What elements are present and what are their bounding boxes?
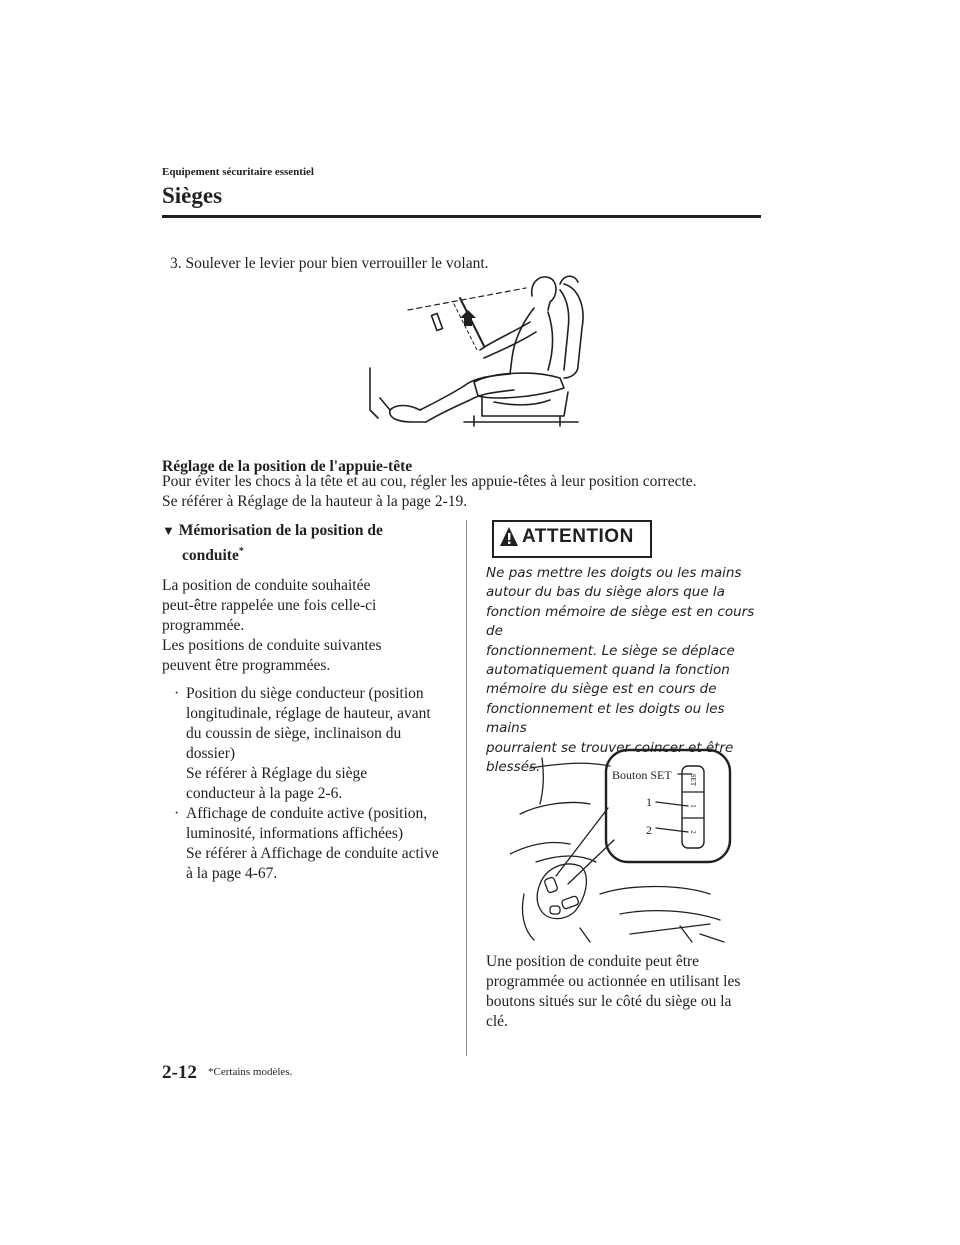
bullet-item: · Position du siège conducteur (position longitudinale, réglage de hauteur, avant du coussin de siège, inclinaison du dossier) Se référer à Réglage du siège conducteur à la page 2-6. [174,684,452,804]
bullet-text: du coussin de siège, inclinaison du [186,725,402,743]
warning-line: pourraient se trouver coincer et être [486,739,734,756]
intro-line: Les positions de conduite suivantes [162,637,382,655]
warning-line: mémoire du siège est en cours de [486,681,717,698]
bullet-text: longitudinale, réglage de hauteur, avant [186,705,431,723]
warning-triangle-icon [499,525,519,549]
bullet-text: Affichage de conduite active (position, [186,805,428,823]
headrest-heading: Réglage de la position de l'appuie-tête [162,458,413,475]
paragraph-line: boutons situés sur le côté du siège ou la [486,993,732,1010]
memory-intro [162,576,452,676]
section-label: Equipement sécuritaire essentiel [162,166,314,178]
button-1-label: 1 [646,795,652,809]
page-number: 2-12 [162,1062,197,1083]
warning-line: Ne pas mettre les doigts ou les mains [486,565,742,581]
headrest-text-line-1: Pour éviter les chocs à la tête et au cou, régler les appuie-têtes à leur position correcte. [162,473,697,490]
memory-heading-line-2: conduite [182,547,239,565]
intro-line: La position de conduite souhaitée [162,577,371,595]
bullet-text: Position du siège conducteur (position [186,685,424,703]
warning-line: autour du bas du siège alors que la [486,584,725,601]
warning-line: blessés. [486,759,541,776]
button-1-glyph: 1 [689,804,697,808]
header-rule [162,215,761,218]
paragraph-line: clé. [486,1013,508,1030]
column-divider [466,520,467,1056]
bullet-text: dossier) [186,745,236,763]
bullet-item: · Affichage de conduite active (position, luminosité, informations affichées) Se référer à Affichage de conduite active à la page 4-67. [174,804,452,884]
seat-memory-buttons-illustration [510,744,736,944]
triangle-down-icon: ▼ [162,523,175,538]
set-button-label: Bouton SET [612,768,672,782]
bullet-text: Se référer à Affichage de conduite active [186,845,439,863]
footnote: *Certains modèles. [208,1066,293,1078]
memory-section [162,520,452,884]
bullet-text: à la page 4-67. [186,865,278,883]
intro-line: programmée. [162,617,245,635]
bullet-text: conducteur à la page 2-6. [186,785,343,803]
bullet-text: luminosité, informations affichées) [186,825,404,843]
warning-label: ATTENTION [522,526,634,547]
memory-heading [162,520,452,541]
intro-line: peuvent être programmées. [162,657,331,675]
warning-line: fonctionnement et les doigts ou les mains [486,700,725,737]
warning-line: fonction mémoire de siège est en cours de [486,603,755,640]
bullet-list [162,684,452,884]
paragraph-line: Une position de conduite peut être [486,953,700,970]
memory-heading-cont [162,541,452,566]
paragraph-line: programmée ou actionnée en utilisant les [486,973,741,990]
button-2-label: 2 [646,823,652,837]
set-button-glyph: SET [689,773,697,787]
headrest-text-line-2: Se référer à Réglage de la hauteur à la page 2-19. [162,493,468,510]
warning-line: automatiquement quand la fonction [486,662,730,679]
step-3-text: 3. Soulever le levier pour bien verrouiller le volant. [170,255,489,272]
button-2-glyph: 2 [689,830,697,834]
asterisk-note: * [238,546,244,557]
intro-line: peut-être rappelée une fois celle-ci [162,597,377,615]
warning-line: fonctionnement. Le siège se déplace [486,642,735,659]
memory-usage-text [486,952,761,1032]
memory-heading-line-1: Mémorisation de la position de [178,522,383,539]
bullet-text: Se référer à Réglage du siège [186,765,368,783]
page-title: Sièges [162,183,223,208]
driver-seat-illustration [364,270,590,428]
